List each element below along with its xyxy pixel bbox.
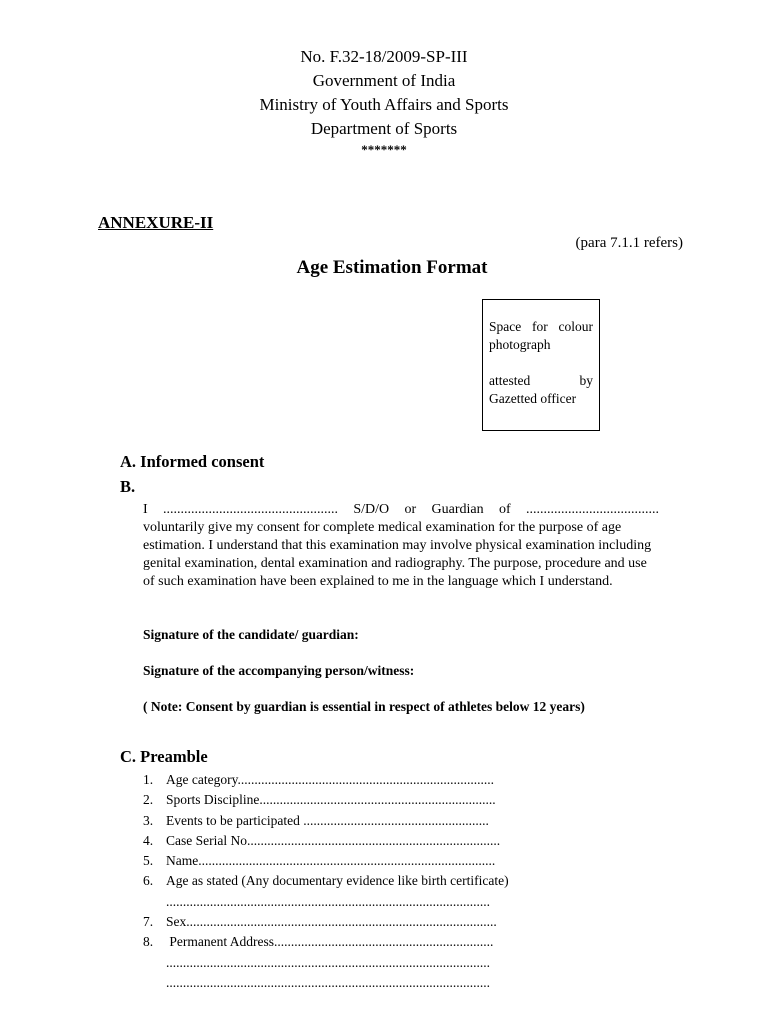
para-reference: (para 7.1.1 refers) bbox=[575, 235, 683, 251]
preamble-item bbox=[143, 892, 563, 912]
preamble-item-text: ................................................................................................ bbox=[166, 954, 490, 970]
preamble-item-number: 4. bbox=[143, 832, 154, 848]
consent-body: voluntarily give my consent for complete medical examination for the purpose of age estimation. I understand that this examination may involve physical examination including genital examination, dental examination and radiography. The purpose, procedure and use of such examination have been explained to me in the language which I understand. bbox=[143, 520, 652, 589]
preamble-item-number: 1. bbox=[143, 772, 154, 787]
photo-box-line: Space for colour bbox=[489, 319, 593, 334]
preamble-item bbox=[143, 973, 563, 993]
preamble-item-number: 7. bbox=[143, 914, 154, 930]
department-name: Department of Sports bbox=[310, 119, 458, 138]
document-title: Age Estimation Format bbox=[296, 257, 488, 278]
preamble-item-text: Permanent Address................................................................. bbox=[166, 934, 494, 950]
preamble-list bbox=[143, 770, 563, 993]
preamble-item bbox=[143, 912, 563, 932]
preamble-item-text: Sex............................................................................................ bbox=[166, 914, 497, 930]
preamble-item-text: Case Serial No........................................................................... bbox=[166, 832, 501, 848]
preamble-item bbox=[143, 851, 563, 871]
preamble-item-text: ................................................................................................ bbox=[166, 974, 490, 990]
stars-divider: ******* bbox=[361, 142, 407, 157]
photo-box bbox=[482, 299, 600, 431]
preamble-item bbox=[143, 770, 563, 790]
preamble-item-text: Age category............................................................................ bbox=[166, 772, 494, 787]
preamble-item bbox=[143, 871, 563, 891]
section-b-heading: B. bbox=[120, 477, 136, 496]
candidate-signature-label: Signature of the candidate/ guardian: bbox=[143, 627, 359, 642]
preamble-item-text: Sports Discipline...................................................................... bbox=[166, 792, 496, 808]
preamble-item-number: 8. bbox=[143, 934, 154, 950]
preamble-item bbox=[143, 811, 563, 831]
annexure-heading: ANNEXURE-II bbox=[98, 213, 214, 232]
preamble-item bbox=[143, 932, 563, 952]
preamble-item-number: 3. bbox=[143, 812, 154, 828]
photo-box-line: Gazetted officer bbox=[489, 391, 577, 406]
consent-first-line: I .................................................. S/D/O or Guardian of ...................................... bbox=[143, 502, 659, 517]
witness-signature-label: Signature of the accompanying person/witness: bbox=[143, 663, 415, 678]
preamble-item-text: ................................................................................................ bbox=[166, 893, 490, 909]
preamble-item-text: Name........................................................................................ bbox=[166, 853, 496, 869]
preamble-item-number: 5. bbox=[143, 853, 154, 869]
preamble-item-text: Events to be participated ....................................................... bbox=[166, 812, 489, 828]
preamble-item bbox=[143, 790, 563, 810]
photo-box-line: photograph bbox=[489, 337, 551, 352]
preamble-item-number: 2. bbox=[143, 792, 154, 808]
section-a-heading: A. Informed consent bbox=[120, 452, 265, 471]
section-c-heading: C. Preamble bbox=[120, 747, 208, 766]
consent-paragraph bbox=[143, 501, 659, 591]
photo-box-line: attested by bbox=[489, 373, 593, 388]
government-name: Government of India bbox=[312, 71, 456, 90]
reference-number: No. F.32-18/2009-SP-III bbox=[300, 47, 468, 66]
ministry-name: Ministry of Youth Affairs and Sports bbox=[259, 95, 509, 114]
preamble-item-text: Age as stated (Any documentary evidence like birth certificate) bbox=[166, 873, 509, 889]
guardian-note: ( Note: Consent by guardian is essential in respect of athletes below 12 years) bbox=[143, 699, 585, 714]
preamble-item bbox=[143, 831, 563, 851]
preamble-item-number: 6. bbox=[143, 873, 154, 889]
preamble-item bbox=[143, 953, 563, 973]
